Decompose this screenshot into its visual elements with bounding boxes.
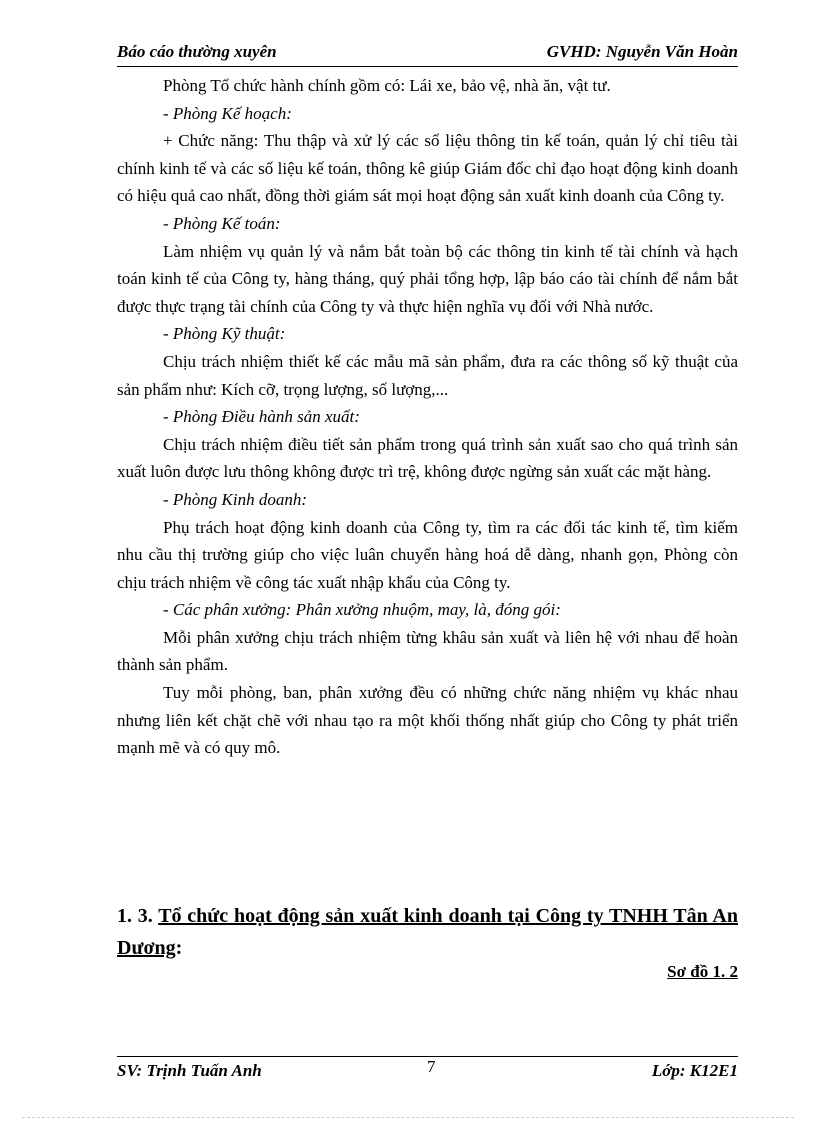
paragraph: Chịu trách nhiệm điều tiết sản phẩm trong quá trình sản xuất sao cho quá trình sản xuất luôn được lưu thông không được trì trệ, không được ngừng sản xuất các mặt hàng. (117, 434, 738, 482)
footer-class: Lớp: K12E1 (651, 1061, 738, 1080)
footer-student: SV: Trịnh Tuấn Anh (117, 1061, 262, 1080)
page-number: 7 (427, 1057, 436, 1076)
paragraph: Phòng Tổ chức hành chính gồm có: Lái xe, bảo vệ, nhà ăn, vật tư. (163, 76, 611, 95)
section-heading (117, 900, 738, 964)
header-supervisor: GVHD: Nguyễn Văn Hoàn (546, 42, 738, 61)
page-footer (117, 1056, 738, 1085)
department-heading: - Các phân xưởng: Phân xưởng nhuộm, may, là, đóng gói: (163, 600, 561, 620)
paragraph: Chịu trách nhiệm thiết kế các mẫu mã sản phẩm, đưa ra các thông số kỹ thuật của sản phẩm như: Kích cỡ, trọng lượng, số lượng,... (117, 351, 738, 399)
paragraph: + Chức năng: Thu thập và xử lý các số liệu thông tin kế toán, quản lý chỉ tiêu tài chính kinh tế và các số liệu kế toán, thông kê giúp Giám đốc chỉ đạo hoạt động kinh doanh có hiệu quả cao nhất, đồng thời giám sát mọi hoạt động sản xuất kinh doanh của Công ty. (117, 131, 738, 206)
diagram-reference: Sơ đồ 1. 2 (667, 962, 738, 981)
header-report-title: Báo cáo thường xuyên (117, 42, 277, 61)
page-edge-divider (22, 1117, 794, 1118)
section-number: 1. 3. (117, 905, 159, 927)
department-heading: - Phòng Kinh doanh: (163, 489, 308, 509)
paragraph: Tuy mỗi phòng, ban, phân xưởng đều có những chức năng nhiệm vụ khác nhau nhưng liên kết chặt chẽ với nhau tạo ra một khối thống nhất giúp cho Công ty phát triển mạnh mẽ và có quy mô. (117, 683, 738, 758)
paragraph: Mỗi phân xưởng chịu trách nhiệm từng khâu sản xuất và liên hệ với nhau để hoàn thành sản phẩm. (117, 627, 738, 675)
section-title: Tổ chức hoạt động sản xuất kinh doanh tại Công ty TNHH Tân An Dương (117, 905, 738, 959)
section-suffix: : (175, 937, 183, 959)
department-heading: - Phòng Kế hoạch: (163, 103, 292, 123)
document-body (117, 72, 738, 762)
department-heading: - Phòng Kế toán: (163, 213, 281, 233)
department-heading: - Phòng Điều hành sản xuất: (163, 407, 360, 427)
paragraph: Làm nhiệm vụ quản lý và nắm bắt toàn bộ các thông tin kinh tế tài chính và hạch toán kinh tế của Công ty, hàng tháng, quý phải tổng hợp, lập báo cáo tài chính để nắm bắt được thực trạng tài chính của Công ty và thực hiện nghĩa vụ đối với Nhà nước. (117, 241, 738, 316)
page-header (117, 40, 738, 67)
department-heading: - Phòng Kỹ thuật: (163, 324, 286, 344)
paragraph: Phụ trách hoạt động kinh doanh của Công ty, tìm ra các đối tác kinh tế, tìm kiếm nhu cầu thị trường giúp cho việc luân chuyển hàng hoá dễ dàng, nhanh gọn, Phòng còn chịu trách nhiệm về công tác xuất nhập khẩu của Công ty. (117, 517, 738, 592)
